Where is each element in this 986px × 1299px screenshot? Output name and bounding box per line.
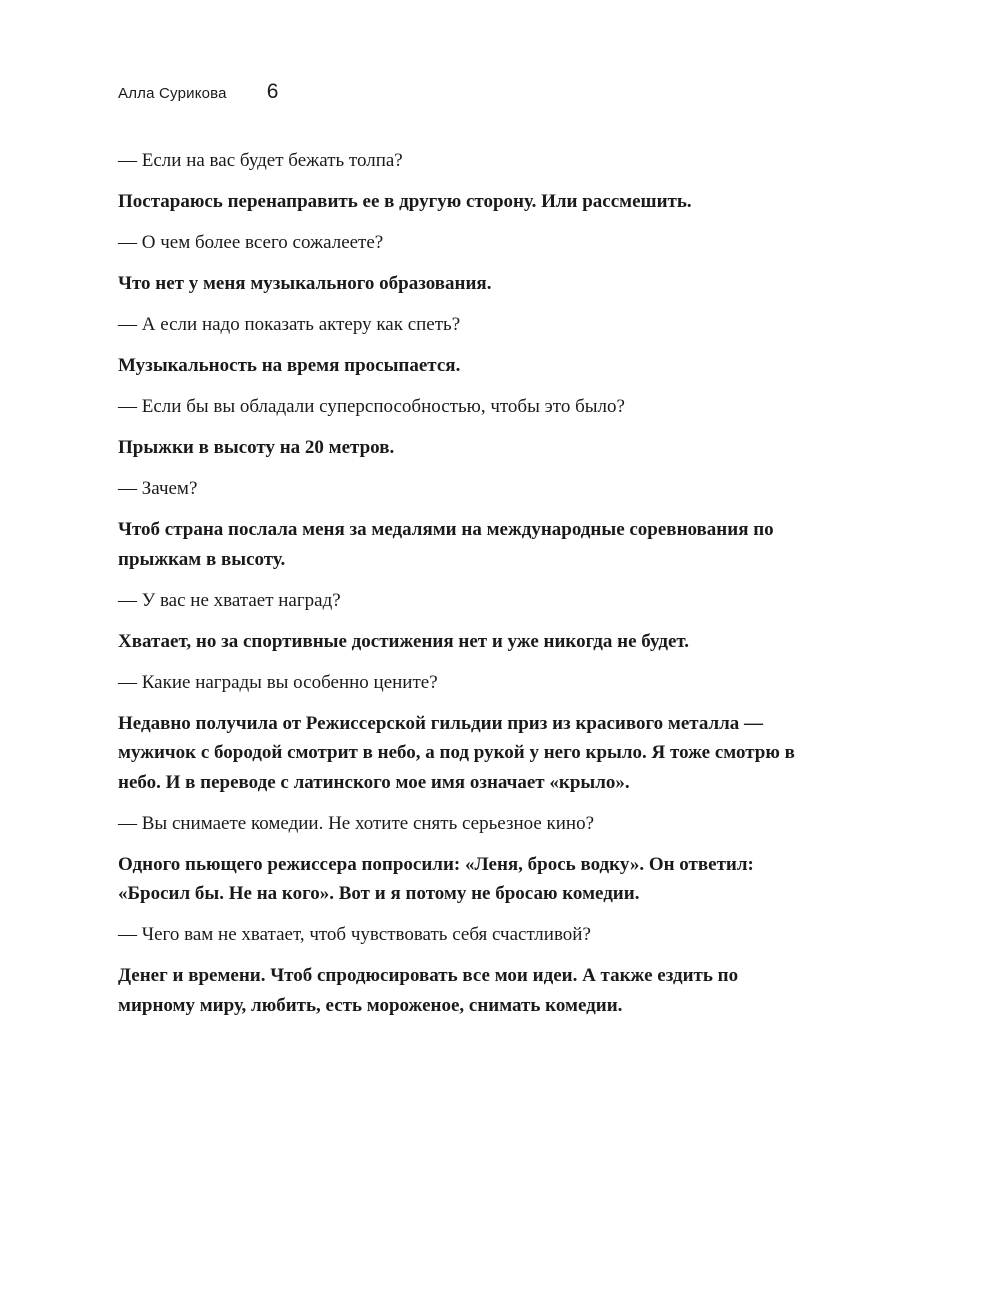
answer-paragraph: Прыжки в высоту на 20 метров. bbox=[118, 437, 395, 458]
question-paragraph: — О чем более всего сожалеете? bbox=[118, 232, 384, 253]
question-paragraph: — А если надо показать актеру как спеть? bbox=[118, 314, 461, 335]
answer-paragraph: Что нет у меня музыкального образования. bbox=[118, 273, 492, 294]
question-paragraph: — Зачем? bbox=[118, 478, 198, 499]
question-paragraph: — У вас не хватает наград? bbox=[118, 589, 341, 611]
answer-paragraph: Чтоб страна послала меня за медалями на международные соревнования по прыжкам в высоту. bbox=[118, 519, 774, 570]
answer-paragraph: Недавно получила от Режиссерской гильдии приз из красивого металла — мужичок с бородой смотрит в небо, а под рукой у него крыло. Я тоже смотрю в небо. И в переводе с латинского мое имя означает «крыло». bbox=[118, 712, 795, 793]
answer-paragraph: Одного пьющего режиссера попросили: «Леня, брось водку». Он ответил: «Бросил бы. Не на кого». Вот и я потому не бросаю комедии. bbox=[118, 853, 754, 904]
answer-paragraph: Постараюсь перенаправить ее в другую сторону. Или рассмешить. bbox=[118, 191, 692, 212]
question-paragraph: — Если на вас будет бежать толпа? bbox=[118, 150, 403, 171]
page-header bbox=[118, 80, 278, 104]
interview-text bbox=[118, 146, 818, 1032]
question-paragraph: — Вы снимаете комедии. Не хотите снять серьезное кино? bbox=[118, 812, 595, 834]
answer-paragraph: Музыкальность на время просыпается. bbox=[118, 355, 461, 376]
answer-paragraph: Хватает, но за спортивные достижения нет и уже никогда не будет. bbox=[118, 630, 690, 652]
question-paragraph: — Чего вам не хватает, чтоб чувствовать себя счастливой? bbox=[118, 924, 591, 945]
running-header-author: Алла Сурикова bbox=[118, 85, 227, 102]
question-paragraph: — Если бы вы обладали суперспособностью, чтобы это было? bbox=[118, 396, 625, 417]
page-number: 6 bbox=[266, 80, 279, 103]
answer-paragraph: Денег и времени. Чтоб спродюсировать все мои идеи. А также ездить по мирному миру, любить, есть мороженое, снимать комедии. bbox=[118, 965, 739, 1016]
question-paragraph: — Какие награды вы особенно цените? bbox=[118, 671, 438, 693]
